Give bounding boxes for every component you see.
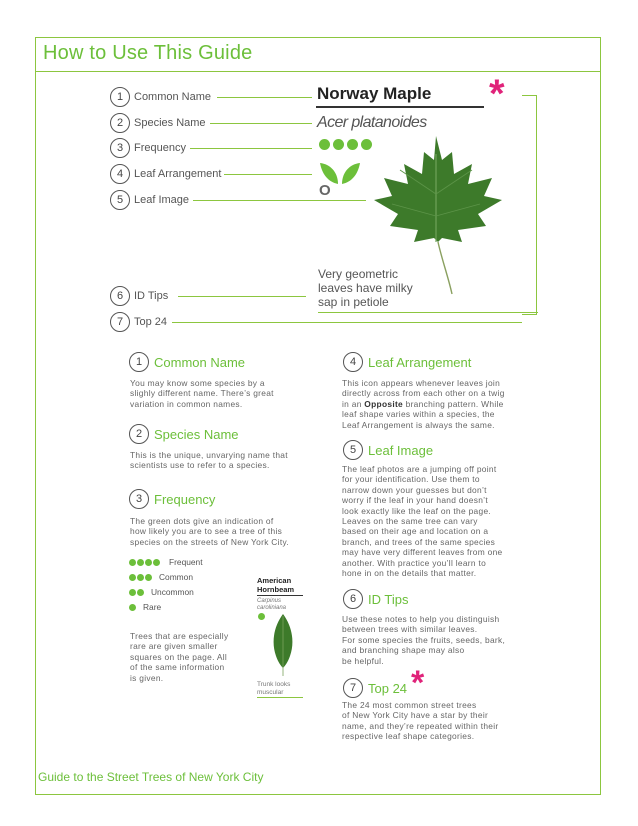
- section-heading: Common Name: [154, 355, 246, 370]
- species-bottom-rule: [318, 312, 538, 313]
- legend-label: Frequent: [169, 557, 203, 567]
- legend-dot: [145, 574, 152, 581]
- callout-label: Leaf Arrangement: [134, 168, 222, 180]
- section-body: The green dots give an indication of how likely you are to see a tree of this species on the streets of New York City.: [130, 516, 289, 547]
- callout-number: 1: [110, 87, 130, 107]
- top24-star-icon: *: [489, 72, 505, 116]
- callout-number: 3: [110, 138, 130, 158]
- frequency-dot: [319, 139, 330, 150]
- callout-number: 4: [110, 164, 130, 184]
- leader-line: [193, 200, 366, 201]
- legend-label: Rare: [143, 602, 162, 612]
- callout-label: Leaf Image: [134, 194, 190, 206]
- tip-line: sap in petiole: [318, 295, 389, 309]
- legend-dot: [137, 589, 144, 596]
- example-id-tip: Trunk looks muscular: [257, 681, 291, 696]
- section-number: 4: [343, 352, 363, 372]
- leader-line: [190, 148, 312, 149]
- section-heading: Frequency: [154, 492, 216, 507]
- example-common-name: American Hornbeam: [257, 576, 295, 594]
- legend-label: Common: [159, 572, 193, 582]
- callout-label: Common Name: [134, 91, 212, 103]
- section-number: 2: [129, 424, 149, 444]
- hornbeam-leaf-image: [270, 612, 296, 678]
- page-title: How to Use This Guide: [43, 42, 253, 64]
- section-body: Use these notes to help you distinguish between trees with similar leaves. For some species the fruits, seeds, bark, and branching shape may also be helpful.: [342, 614, 506, 666]
- section-number: 5: [343, 440, 363, 460]
- title-rule: [36, 71, 601, 72]
- callout-label: ID Tips: [134, 290, 169, 302]
- callout-number: 2: [110, 113, 130, 133]
- species-latin-name: Acer platanoides: [317, 114, 427, 131]
- leader-line: [178, 296, 306, 297]
- leader-line: [224, 174, 312, 175]
- legend-dot: [129, 604, 136, 611]
- section-body: This is the unique, unvarying name that scientists use to refer to a species.: [130, 450, 288, 471]
- legend-dot: [129, 559, 136, 566]
- callout-number: 7: [110, 312, 130, 332]
- top24-bracket: [522, 95, 537, 315]
- legend-dot: [153, 559, 160, 566]
- tip-line: Very geometric: [318, 267, 399, 281]
- legend-dot: [129, 574, 136, 581]
- top24-star-icon: *: [411, 664, 425, 702]
- example-rule: [257, 595, 303, 596]
- example-bottom-rule: [257, 697, 303, 698]
- section-number: 3: [129, 489, 149, 509]
- species-common-name: Norway Maple: [317, 84, 432, 103]
- legend-dot: [137, 574, 144, 581]
- section-body: You may know some species by a slighly different name. There’s great variation in common names.: [130, 378, 274, 409]
- callout-label: Frequency: [134, 142, 186, 154]
- example-frequency-dot: [258, 613, 265, 620]
- legend-dot: [145, 559, 152, 566]
- page-footer: Guide to the Street Trees of New York City: [38, 770, 264, 784]
- leader-line: [210, 123, 312, 124]
- section-heading: Species Name: [154, 427, 239, 442]
- section-number: 6: [343, 589, 363, 609]
- legend-label: Uncommon: [151, 587, 194, 597]
- leader-line: [217, 97, 312, 98]
- section-body: The 24 most common street trees of New York City have a star by their name, and they’re repeated within their respective leaf shape categories.: [342, 700, 499, 742]
- section-body: The leaf photos are a jumping off point for your identification. Use them to narrow down your guesses but don’t worry if the leaf in your hand doesn’t look exactly like the leaf on the page. Leaves on the same tree can vary based on their age and location on a branch, and trees of the same species may have very different leaves from one another. With practice you’ll learn to hone in on the details that matter.: [342, 464, 503, 579]
- example-latin-name: Carpinus caroliniana: [257, 598, 287, 611]
- legend-dot: [129, 589, 136, 596]
- legend-dot: [137, 559, 144, 566]
- leader-line: [172, 322, 522, 323]
- frequency-dot: [333, 139, 344, 150]
- callout-number: 5: [110, 190, 130, 210]
- section-heading: Top 24: [368, 681, 408, 696]
- section-heading: Leaf Arrangement: [368, 355, 472, 370]
- callout-label: Top 24: [134, 316, 168, 328]
- callout-number: 6: [110, 286, 130, 306]
- frequency-dot: [347, 139, 358, 150]
- section-heading: Leaf Image: [368, 443, 434, 458]
- opposite-leaf-icon: [318, 160, 362, 184]
- arrangement-letter: O: [319, 182, 331, 199]
- section-body: This icon appears whenever leaves join directly across from each other on a twig in an Opposite branching pattern. While leaf shape varies within a species, the Leaf Arrangement is always the same.: [342, 378, 505, 430]
- rare-note: Trees that are especially rare are given smaller squares on the page. All of the same information is given.: [130, 631, 229, 683]
- section-number: 7: [343, 678, 363, 698]
- tip-line: leaves have milky: [318, 281, 413, 295]
- section-heading: ID Tips: [368, 592, 409, 607]
- callout-label: Species Name: [134, 117, 206, 129]
- section-number: 1: [129, 352, 149, 372]
- species-id-tips: [318, 267, 413, 309]
- species-name-rule: [316, 106, 484, 108]
